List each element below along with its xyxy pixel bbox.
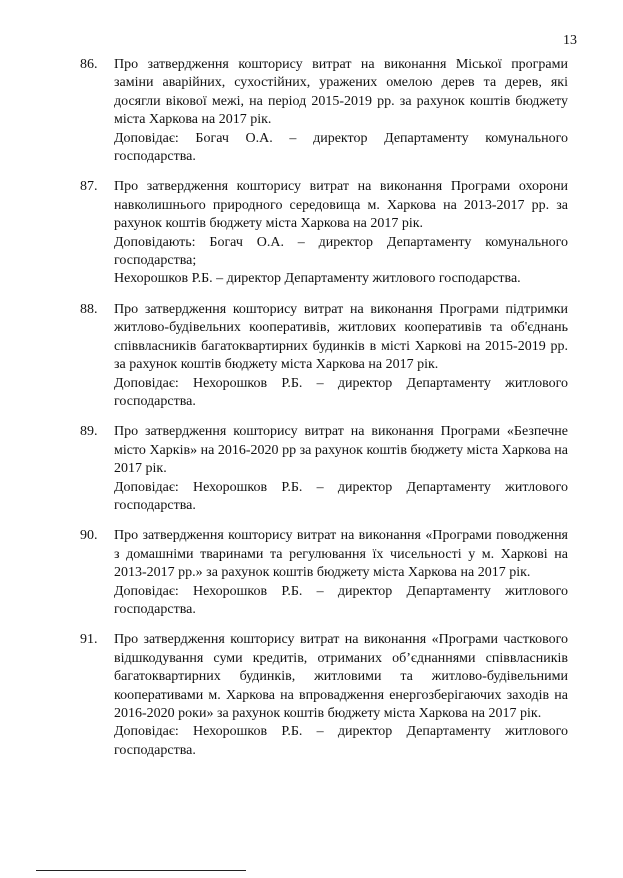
agenda-item xyxy=(80,423,568,515)
item-speaker: Нехорошков Р.Б. – директор Департаменту житлового господарства. xyxy=(114,271,521,287)
item-number: 87. xyxy=(80,179,98,195)
agenda-item xyxy=(80,527,568,619)
item-content xyxy=(114,178,568,288)
item-content xyxy=(114,423,568,515)
item-title: Про затвердження кошторису витрат на виконання Програми підтримки житлово-будівельних кооперативів, житлових кооперативів та об'єднань співвласників багатоквартирних будинків в місті Харкові на 2015-2019 рр. за рахунок коштів бюджету міста Харкова на 2017 рік. xyxy=(114,301,568,373)
item-speaker: Доповідає: Нехорошков Р.Б. – директор Департаменту житлового господарства. xyxy=(114,583,568,617)
item-content xyxy=(114,301,568,411)
item-speaker: Доповідають: Богач О.А. – директор Департаменту комунального господарства; xyxy=(114,234,568,269)
item-number: 88. xyxy=(80,301,98,317)
item-content xyxy=(114,527,568,619)
item-content xyxy=(114,631,568,760)
item-number: 91. xyxy=(80,632,98,648)
footer-divider xyxy=(36,870,246,871)
item-speaker: Доповідає: Нехорошков Р.Б. – директор Департаменту житлового господарства. xyxy=(114,375,568,409)
agenda-list xyxy=(80,56,568,772)
agenda-item xyxy=(80,301,568,411)
item-number: 90. xyxy=(80,528,98,544)
item-title: Про затвердження кошторису витрат на виконання Міської програми заміни аварійних, сухостійних, уражених омелою дерев та дерев, які досягли вікової межі, на період 2015-2019 рр. за рахунок коштів бюджету міста Харкова на 2017 рік. xyxy=(114,57,568,128)
item-speaker: Доповідає: Богач О.А. – директор Департаменту комунального господарства. xyxy=(114,130,568,165)
item-title: Про затвердження кошторису витрат на виконання Програми охорони навколишнього природного середовища м. Харкова на 2013-2017 рр. за рахунок коштів бюджету міста Харкова на 2017 рік. xyxy=(114,179,568,232)
item-speaker: Доповідає: Нехорошков Р.Б. – директор Департаменту житлового господарства. xyxy=(114,479,568,513)
item-number: 86. xyxy=(80,57,98,72)
agenda-item xyxy=(80,631,568,760)
item-title: Про затвердження кошторису витрат на виконання «Програми поводження з домашніми тваринами та регулювання їх чисельності у м. Харкові на 2013-2017 рр.» за рахунок коштів бюджету міста Харкова на 2017 рік. xyxy=(114,528,568,581)
agenda-item xyxy=(80,56,568,166)
item-title: Про затвердження кошторису витрат на виконання «Програми часткового відшкодування суми кредитів, отриманих об’єднаннями співвласників багатоквартирних будинків, житловими та житлово-будівельними кооперативами м. Харкова на впровадження енергозберігаючих заходів на 2016-2020 роки» за рахунок коштів бюджету міста Харкова на 2017 рік. xyxy=(114,632,568,721)
item-number: 89. xyxy=(80,424,98,440)
agenda-item xyxy=(80,178,568,288)
item-title: Про затвердження кошторису витрат на виконання Програми «Безпечне місто Харків» на 2016-2020 рр за рахунок коштів бюджету міста Харкова на 2017 рік. xyxy=(114,424,568,477)
item-content xyxy=(114,56,568,166)
item-speaker: Доповідає: Нехорошков Р.Б. – директор Департаменту житлового господарства. xyxy=(114,724,568,758)
page-number: 13 xyxy=(563,33,577,48)
